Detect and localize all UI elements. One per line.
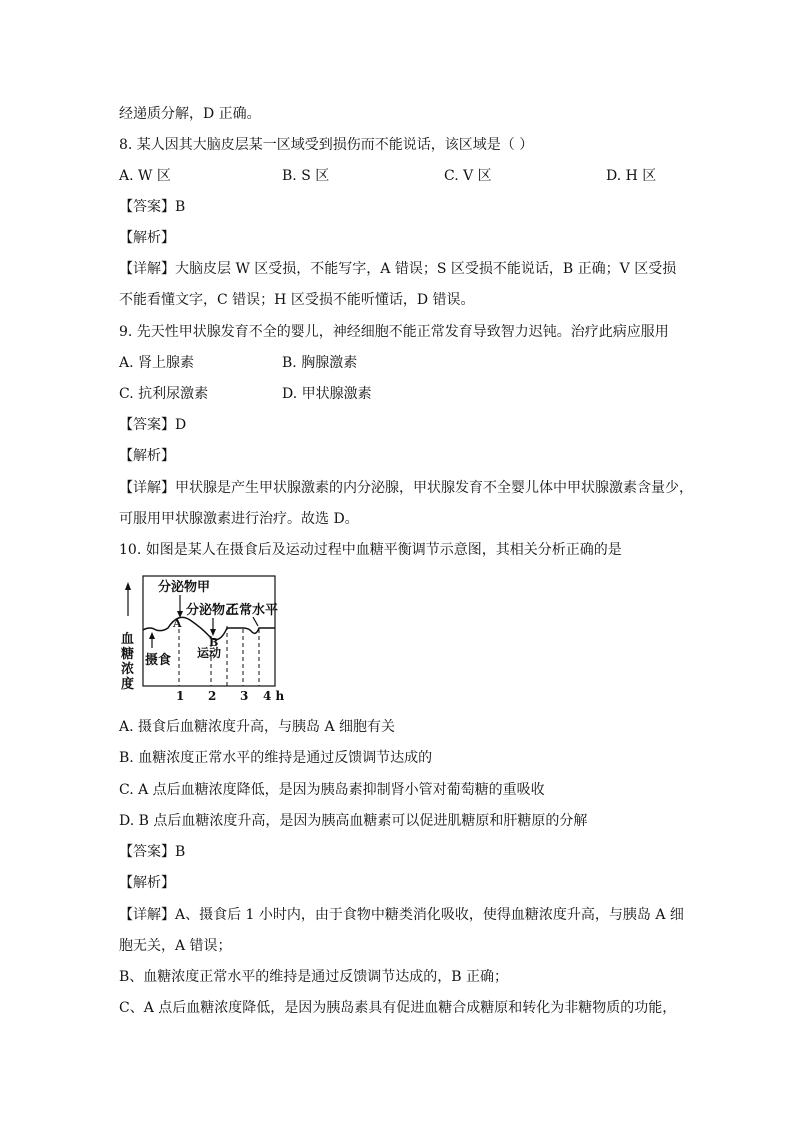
x-tick-label: 3 — [240, 689, 249, 703]
x-tick-label: 2 — [208, 689, 217, 703]
y-axis-arrowhead — [125, 582, 131, 590]
question-8: 8. 某人因其大脑皮层某一区域受到损伤而不能说话，该区域是（ ） — [119, 137, 534, 153]
q8-option-b: B. S 区 — [282, 168, 330, 184]
q10-detail: B、血糖浓度正常水平的维持是通过反馈调节达成的，B 正确； — [119, 969, 509, 985]
q9-option-d: D. 甲状腺激素 — [282, 386, 372, 402]
q9-option-c: C. 抗利尿激素 — [119, 386, 209, 402]
q9-option-a: A. 肾上腺素 — [119, 355, 195, 371]
y-label-char: 度 — [121, 677, 135, 692]
q8-option-d: D. H 区 — [606, 168, 657, 184]
q10-detail: 【详解】A、摄食后 1 小时内，由于食物中糖类消化吸收，使得血糖浓度升高，与胰岛 A 细 — [119, 907, 684, 923]
question-9: 9. 先天性甲状腺发育不全的婴儿，神经细胞不能正常发育导致智力迟钝。治疗此病应服用 — [119, 324, 669, 340]
y-label-char: 浓 — [121, 662, 135, 677]
q10-answer: 【答案】B — [119, 844, 186, 860]
q9-answer: 【答案】D — [119, 417, 187, 433]
eating-label: 摄食 — [145, 653, 172, 668]
q8-answer: 【答案】B — [119, 199, 186, 215]
q9-detail: 可服用甲状腺激素进行治疗。故选 D。 — [119, 511, 359, 527]
q10-option-d: D. B 点后血糖浓度升高，是因为胰高血糖素可以促进肌糖原和肝糖原的分解 — [119, 813, 588, 829]
question-10: 10. 如图是某人在摄食后及运动过程中血糖平衡调节示意图，其相关分析正确的是 — [119, 542, 622, 558]
blood-sugar-figure — [116, 574, 296, 706]
q8-analysis-heading: 【解析】 — [119, 230, 175, 246]
exercise-label: 运动 — [197, 646, 222, 660]
point-a-label: A — [173, 617, 182, 630]
secretion-a-label: 分泌物甲 — [158, 580, 211, 595]
normal-level-label: 正常水平 — [226, 603, 279, 618]
x-tick-label: 4 h — [263, 689, 285, 703]
q9-analysis-heading: 【解析】 — [119, 448, 175, 464]
q10-option-a: A. 摄食后血糖浓度升高，与胰岛 A 细胞有关 — [119, 719, 396, 735]
y-label-char: 糖 — [121, 647, 135, 662]
q9-detail: 【详解】甲状腺是产生甲状腺激素的内分泌腺，甲状腺发育不全婴儿体中甲状腺激素含量少， — [119, 480, 693, 496]
q8-option-a: A. W 区 — [119, 168, 171, 184]
eating-arrowhead — [149, 632, 155, 639]
q9-option-b: B. 胸腺激素 — [282, 355, 358, 371]
q10-detail: C、A 点后血糖浓度降低，是因为胰岛素具有促进血糖合成糖原和转化为非糖物质的功能， — [119, 1000, 677, 1016]
q8-detail: 【详解】大脑皮层 W 区受损，不能写字，A 错误；S 区受损不能说话，B 正确；V 区受损 — [119, 261, 677, 277]
secretion-b-arrowhead — [210, 629, 216, 636]
q10-option-c: C. A 点后血糖浓度降低，是因为胰岛素抑制肾小管对葡萄糖的重吸收 — [119, 782, 545, 798]
secretion-b-label: 分泌物乙 — [186, 603, 239, 618]
point-b-label: B — [209, 636, 219, 649]
text-line: 经递质分解，D 正确。 — [119, 106, 261, 122]
normal-level-arrow — [253, 617, 258, 626]
y-label-char: 血 — [121, 632, 135, 647]
q10-detail: 胞无关，A 错误； — [119, 938, 232, 954]
q10-analysis-heading: 【解析】 — [119, 875, 175, 891]
q10-option-b: B. 血糖浓度正常水平的维持是通过反馈调节达成的 — [119, 750, 433, 766]
q8-option-c: C. V 区 — [444, 168, 492, 184]
q8-detail: 不能看懂文字，C 错误；H 区受损不能听懂话，D 错误。 — [119, 292, 475, 308]
x-tick-label: 1 — [176, 689, 185, 703]
